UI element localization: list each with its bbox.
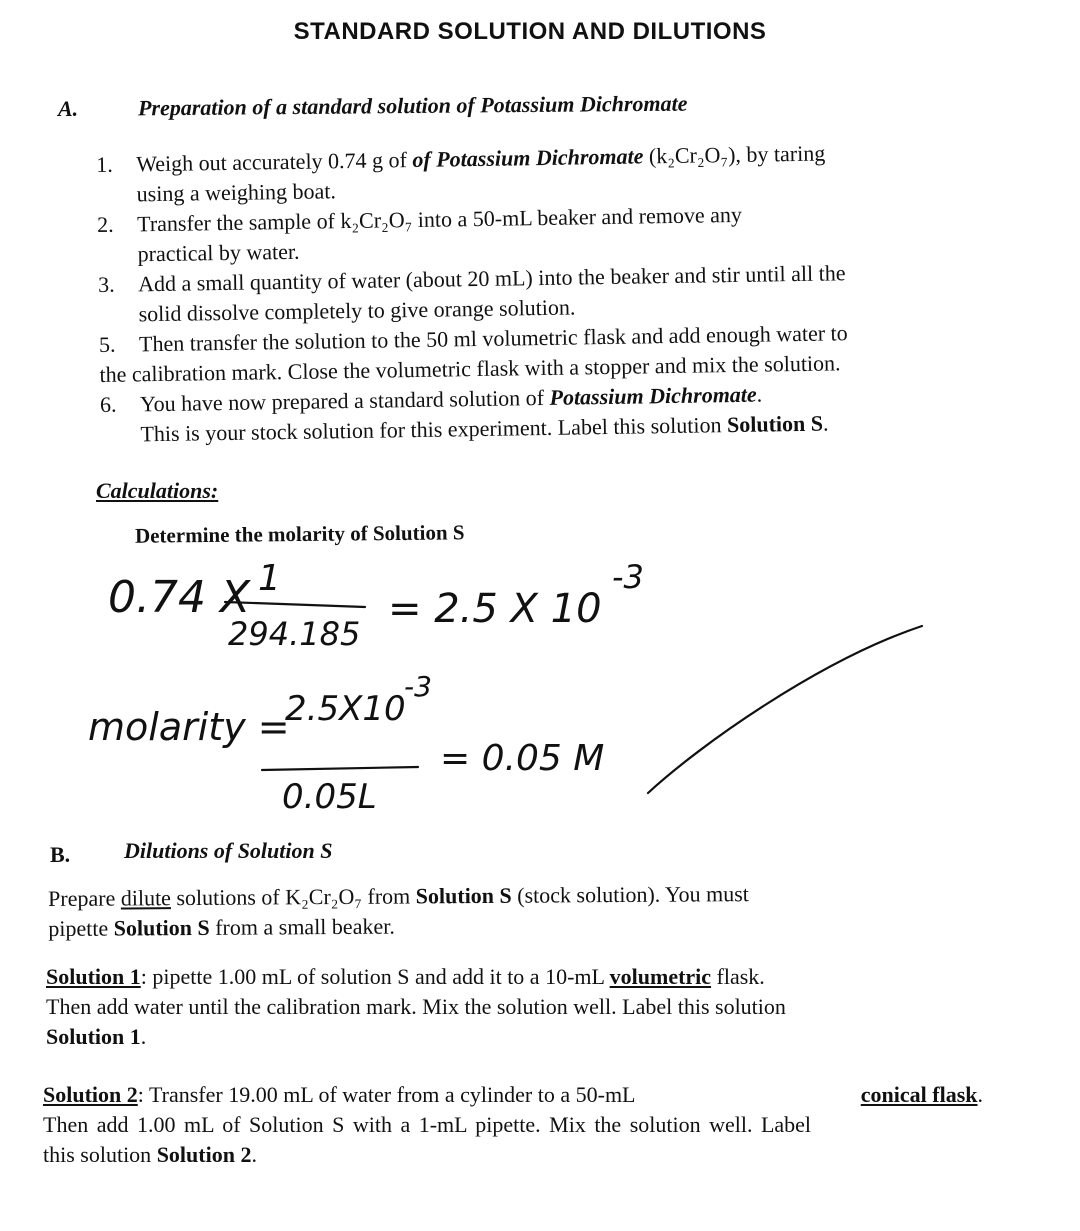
check-mark-stroke [648,626,922,793]
fraction-bar-2 [262,767,418,770]
section-b-letter: B. [50,842,71,867]
calculations-label: Calculations: [96,478,219,503]
solution-1-label: Solution 1 [46,964,141,989]
hw-num-exp: -3 [404,670,432,703]
solution-2-label: Solution 2 [43,1082,138,1107]
page-title: STANDARD SOLUTION AND DILUTIONS [293,18,767,45]
hw-fraction-den: 294.185 [228,615,361,653]
hw-num: 2.5X10 [285,689,406,729]
hw-molarity: molarity = [88,705,290,749]
section-a-letter: A. [58,96,79,121]
hw-eq: = 2.5 X 10 [388,586,602,632]
step-5: 5. Then transfer the solution to the 50 ml volumetric flask and add enough water to the calibration mark. Close the volumetric flask with a stopper and mix the solution. [98,320,848,387]
determine-molarity-label: Determine the molarity of Solution S [134,520,465,548]
step-1: 1. Weigh out accurately 0.74 g of of Potassium Dichromate (k₂Cr₂O₇), by taring using a weighing boat. [96,140,826,207]
step-3: 3. Add a small quantity of water (about 20 mL) into the beaker and stir until all the solid dissolve completely to give orange solution. [97,260,846,327]
step-6: 6. You have now prepared a standard solution of Potassium Dichromate. This is your stock solution for this experiment. Label this solution Solution S. [99,381,829,447]
hw-fraction-num: 1 [258,558,281,599]
section-b-heading: Dilutions of Solution S [124,838,333,863]
solution-1-instructions: Solution 1: pipette 1.00 mL of solution S and add it to a 10-mL volumetric flask. Then add water until the calibration mark. Mix the solution well. Label this solution Solution 1. [46,964,786,1049]
section-a-heading: Preparation of a standard solution of Potassium Dichromate [137,90,688,121]
hw-den: 0.05L [282,777,377,817]
hw-left: 0.74 X [108,572,251,623]
step-2: 2. Transfer the sample of k₂Cr₂O₇ into a 50-mL beaker and remove any practical by water. [96,201,743,267]
section-b-intro: Prepare dilute solutions of K₂Cr₂O₇ from Solution S (stock solution). You must pipette Solution S from a small beaker. [48,881,749,941]
solution-2-instructions: Solution 2: Transfer 19.00 mL of water from a cylinder to a 50-mL conical flask. Then add 1.00 mL of Solution S with a 1-mL pipette. Mix the solution well. Label this solution Solution 2. [43,1082,983,1167]
hw-exp: -3 [612,558,644,596]
hw-result: = 0.05 M [440,738,605,779]
